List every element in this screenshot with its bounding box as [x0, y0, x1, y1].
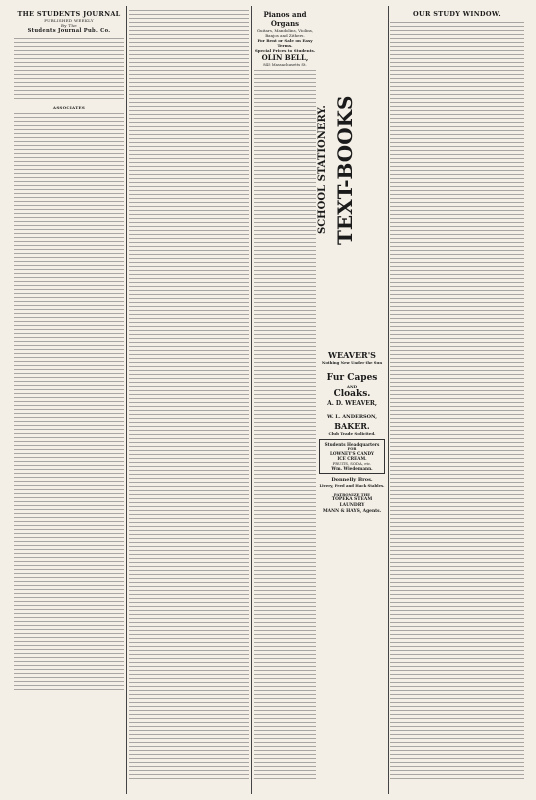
- school-stationery: SCHOOL STATIONERY.: [317, 105, 328, 235]
- associates-heading: ASSOCIATES: [52, 105, 86, 110]
- column-1: [14, 10, 124, 792]
- news-text-lower: [254, 350, 316, 780]
- baker: BAKER.: [334, 421, 370, 431]
- column-rule: [126, 6, 127, 794]
- topeka-laundry: TOPEKA STEAM LAUNDRY: [331, 497, 373, 508]
- right-ads: [319, 350, 385, 780]
- column-rule: [388, 6, 389, 794]
- editorial-text: [14, 113, 124, 693]
- mann-hays: MANN & HAYS, Agents.: [322, 509, 382, 514]
- fruits: FRUITS, SODA, etc.: [332, 461, 372, 466]
- donnelly: Donnelly Bros.: [331, 477, 373, 483]
- anderson: W. L. ANDERSON,: [326, 414, 378, 420]
- ads-upper: [254, 10, 386, 350]
- rent-sale: For Rent or Sale on Easy Terms.: [257, 38, 313, 48]
- a-d-weaver: A. D. WEAVER,: [327, 400, 377, 407]
- staff-listing: [14, 38, 124, 102]
- and-word: AND: [346, 384, 358, 389]
- students-hq: Students Headquarters: [324, 442, 380, 447]
- left-ads: [254, 10, 316, 350]
- text-books: TEXT-BOOKS: [333, 95, 357, 245]
- club-trade: Club Trade Solicited.: [328, 431, 376, 436]
- weaver-name: WEAVER'S: [328, 350, 376, 360]
- ads-lower: [254, 350, 386, 780]
- for-word: FOR: [347, 447, 357, 451]
- livery: Livery, Feed and Hack Stables.: [319, 483, 385, 488]
- study-window-title: OUR STUDY WINDOW.: [413, 10, 501, 18]
- column-4-text: [390, 22, 524, 782]
- column-2: [129, 10, 249, 792]
- column-2-text: [129, 10, 249, 780]
- column-4: [390, 10, 524, 792]
- fur-capes: Fur Capes: [326, 373, 378, 383]
- olin-address: 845 Massachusetts St.: [263, 62, 307, 67]
- olin-bell: OLIN BELL,: [261, 53, 309, 62]
- company-name: Students Journal Pub. Co.: [27, 28, 111, 34]
- weaver-tagline: Nothing New Under the Sun: [321, 360, 383, 365]
- patronize: PATRONIZE THE: [333, 492, 371, 497]
- masthead-title: THE STUDENTS JOURNAL: [17, 10, 121, 18]
- lowney-candy: LOWNEY'S CANDY: [329, 451, 375, 456]
- ice-cream: ICE CREAM.: [337, 456, 367, 461]
- news-text: [254, 70, 316, 350]
- column-3-ads: [254, 10, 386, 792]
- stationery-ad: [319, 10, 385, 350]
- students-hq-box: [319, 439, 385, 474]
- news-column: [254, 350, 316, 780]
- by-line: By The: [61, 23, 77, 28]
- special-prices: Special Prices to Students.: [254, 48, 316, 53]
- column-rule: [251, 6, 252, 794]
- published-line: PUBLISHED WEEKLY: [44, 18, 94, 23]
- cloaks: Cloaks.: [333, 389, 371, 399]
- pianos-heading: Pianos and Organs: [263, 10, 307, 28]
- instruments: Guitars, Mandolins, Violins, Banjos and Zithers.: [256, 28, 314, 38]
- wiedemann: Wm. Wiedemann.: [331, 466, 373, 471]
